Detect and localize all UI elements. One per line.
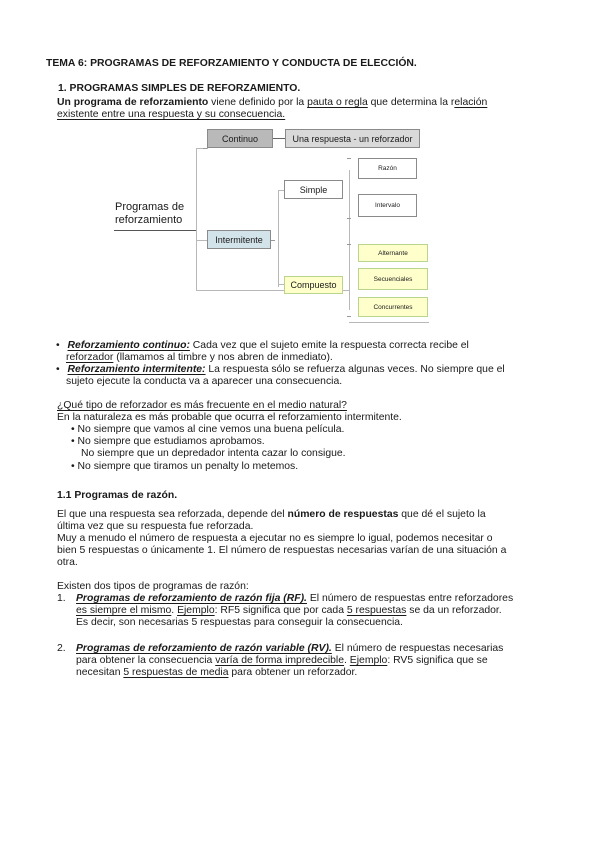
definition-line-1 xyxy=(57,97,487,109)
list-item xyxy=(71,461,298,473)
rv-line-2 xyxy=(76,655,488,667)
underlined-text: Ejemplo xyxy=(349,655,388,666)
continuo-label: Continuo xyxy=(221,133,259,144)
underlined-text: 5 respuestas de media xyxy=(123,667,229,678)
connector xyxy=(196,148,197,291)
continuo-result-box xyxy=(285,129,420,148)
connector xyxy=(273,138,285,139)
rv-label: Programas de reforzamiento de razón variable (RV). xyxy=(76,643,332,654)
connector-tick xyxy=(347,244,351,245)
bullet-label: Reforzamiento continuo: xyxy=(67,340,190,351)
connector xyxy=(349,170,350,310)
bullet-continuo xyxy=(56,340,469,352)
paragraph-line: bien 5 respuestas o únicamente 1. El número de respuestas necesarias varían de una situación a xyxy=(57,545,507,556)
text: : RF5 significa que por cada xyxy=(214,605,347,616)
alternante-box xyxy=(358,244,428,262)
connector-tick xyxy=(271,240,275,241)
text: necesitan xyxy=(76,667,124,678)
rf-label: Programas de reforzamiento de razón fija (RF). xyxy=(76,593,307,604)
paragraph-line xyxy=(57,509,486,521)
text: Cada vez que el sujeto emite la respuesta correcta recibe el xyxy=(189,340,469,351)
text: (llamamos al timbre y nos abren de inmediato). xyxy=(113,352,333,363)
continuo-result-label: Una respuesta - un reforzador xyxy=(292,133,413,144)
text: El número de respuestas entre reforzadores xyxy=(306,593,514,604)
concurrentes-box xyxy=(358,297,428,317)
list-item xyxy=(71,424,344,436)
text: que determina la r xyxy=(367,97,455,108)
bullet-label: Reforzamiento intermitente: xyxy=(67,364,206,375)
text: El número de respuestas necesarias xyxy=(331,643,504,654)
diagram-root xyxy=(115,201,184,227)
list-item-text: No siempre que estudiamos aprobamos. xyxy=(77,436,265,447)
connector-tick xyxy=(203,148,207,149)
question: ¿Qué tipo de reforzador es más frecuente en el medio natural? xyxy=(57,400,347,411)
alternante-label: Alternante xyxy=(378,249,408,257)
rf-line-1 xyxy=(76,593,513,605)
bullet-dot: • xyxy=(56,340,60,351)
root-underline xyxy=(114,230,196,231)
text: El que una respuesta sea reforzada, depende del xyxy=(57,509,288,520)
list-item-text: No siempre que vamos al cine vemos una buena película. xyxy=(77,424,345,435)
underlined-text: 5 respuestas xyxy=(346,605,407,616)
text: La respuesta sólo se refuerza algunas veces. No siempre que el xyxy=(205,364,505,375)
text: se da un reforzador. xyxy=(406,605,502,616)
connector-tick xyxy=(347,158,351,159)
intervalo-label: Intervalo xyxy=(375,202,400,209)
paragraph-line: Muy a menudo el número de respuesta a ejecutar no es siempre lo igual, podemos necesitar o xyxy=(57,533,493,544)
paragraph-line: otra. xyxy=(57,557,78,568)
intervalo-box xyxy=(358,194,417,217)
compuesto-label: Compuesto xyxy=(290,280,337,290)
rv-line-1 xyxy=(76,643,503,655)
page-title: TEMA 6: PROGRAMAS DE REFORZAMIENTO Y CONDUCTA DE ELECCIÓN. xyxy=(46,58,417,69)
compuesto-box xyxy=(284,276,343,294)
answer: En la naturaleza es más probable que ocurra el reforzamiento intermitente. xyxy=(57,412,402,423)
secuenciales-label: Secuenciales xyxy=(373,275,413,283)
underlined-text: Ejemplo xyxy=(177,605,215,616)
connector-tick xyxy=(347,218,351,219)
bullet-dot: • xyxy=(71,436,75,447)
section-heading: 1. PROGRAMAS SIMPLES DE REFORZAMIENTO. xyxy=(58,83,301,94)
text: que dé el sujeto la xyxy=(398,509,486,520)
concurrentes-label: Concurrentes xyxy=(373,303,413,311)
bullet-intermitente xyxy=(56,364,505,376)
bullet-intermitente-line-2: sujeto ejecute la conducta va a aparecer una consecuencia. xyxy=(66,376,343,387)
rf-number: 1. xyxy=(57,593,66,604)
text: . xyxy=(171,605,178,616)
rv-line-3 xyxy=(76,667,357,679)
paragraph-line: última vez que su respuesta fue reforzada. xyxy=(57,521,254,532)
connector xyxy=(278,190,279,287)
simple-label: Simple xyxy=(299,184,328,195)
text: : RV5 significa que se xyxy=(387,655,488,666)
simple-box xyxy=(284,180,343,199)
underlined-text: varía de forma impredecible xyxy=(215,655,345,666)
diagram-root-line: Programas de xyxy=(115,201,185,213)
razon-box xyxy=(358,158,417,179)
text: viene definido por la xyxy=(208,97,308,108)
text: . xyxy=(344,655,350,666)
bullet-dot: • xyxy=(56,364,60,375)
connector xyxy=(196,290,279,291)
secuenciales-box xyxy=(358,268,428,290)
underlined-text: es siempre el mismo xyxy=(76,605,172,616)
bullet-dot: • xyxy=(71,424,75,435)
text: para obtener un reforzador. xyxy=(228,667,358,678)
intermitente-label: Intermitente xyxy=(215,234,263,245)
continuo-box xyxy=(207,129,273,148)
text: para obtener la consecuencia xyxy=(76,655,216,666)
rv-number: 2. xyxy=(57,643,66,654)
intermitente-box xyxy=(207,230,271,249)
definition-term: Un programa de reforzamiento xyxy=(57,97,209,108)
types-intro: Existen dos tipos de programas de razón: xyxy=(57,581,249,592)
bold-text: número de respuestas xyxy=(287,509,399,520)
list-item xyxy=(71,436,265,448)
definition-line-2: existente entre una respuesta y su consecuencia. xyxy=(57,109,286,120)
rf-line-2 xyxy=(76,605,502,617)
bullet-dot: • xyxy=(71,461,75,472)
underlined-text: pauta o regla xyxy=(307,97,368,108)
subsection-heading: 1.1 Programas de razón. xyxy=(57,490,178,501)
underlined-text: reforzador xyxy=(66,352,114,363)
underlined-text: elación xyxy=(454,97,488,108)
list-item-text: No siempre que tiramos un penalty lo metemos. xyxy=(77,461,299,472)
diagram-root-line: reforzamiento xyxy=(115,214,183,226)
list-item: No siempre que un depredador intenta cazar lo consigue. xyxy=(81,448,346,459)
razon-label: Razón xyxy=(378,165,397,172)
connector xyxy=(349,322,429,323)
bullet-continuo-line-2 xyxy=(66,352,333,364)
connector-tick xyxy=(347,316,351,317)
rf-line-3: Es decir, son necesarias 5 respuestas para conseguir la consecuencia. xyxy=(76,617,403,628)
